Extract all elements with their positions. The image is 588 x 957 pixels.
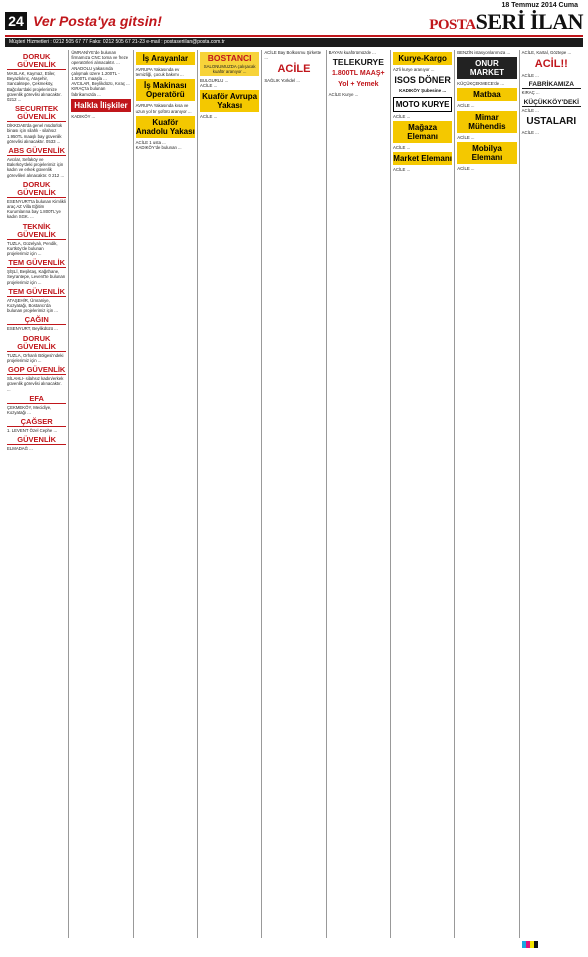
ad-title: SECURITEK GÜVENLİK xyxy=(7,104,66,122)
column-2 xyxy=(69,50,133,938)
slogan: Ver Posta'ya gitsin! xyxy=(33,13,162,29)
bostanci-box xyxy=(200,52,259,76)
ad-text: ACİLE ... xyxy=(457,134,475,140)
ad-title: FABRİKAMIZA xyxy=(522,80,581,89)
ad-text: BULGURLU ... xyxy=(199,77,229,83)
cmyk-registration-mark xyxy=(522,941,538,948)
issue-date: 18 Temmuz 2014 Cuma xyxy=(501,2,578,9)
ad-text: ACİLE ... xyxy=(392,167,411,173)
category-kurye-kargo: Kurye-Kargo xyxy=(393,52,452,65)
ad-text: ACİLE ... xyxy=(457,165,475,171)
logo-seri-ilan: SERİ İLAN xyxy=(475,9,583,34)
ad-text: AVRUPA Yakasında ev temizliği, çocuk bakımı ... xyxy=(135,67,184,78)
ad-text: ELMADAĞ ... xyxy=(7,446,33,452)
ad-text: BAYAN kuaförümüzde ... xyxy=(328,50,376,55)
bostanci-title: BOSTANCI xyxy=(207,53,252,63)
category-moto-kurye: MOTO KURYE xyxy=(393,97,452,112)
ad-text: ÇEKMEKÖY, Mecidiye, Kozyatağı ... xyxy=(7,404,52,415)
ad-text: BENZİN istasyonlarımıza ... xyxy=(457,50,511,55)
page-number: 24 xyxy=(5,12,27,30)
category-kuafor-anadolu: Kuaför Anadolu Yakası xyxy=(135,117,195,136)
ad-text: ACİLE ... xyxy=(457,103,475,109)
category-halkla-iliskiler: Halkla İlişkiler xyxy=(71,99,130,112)
category-mobilya-elemani: Mobilya Elemanı xyxy=(457,142,516,164)
ad-text: KIRAÇ'ta bulunan fabrikamızda ... xyxy=(71,86,106,97)
ad-text: ACİLE ... xyxy=(521,107,539,113)
ad-title: EFA xyxy=(7,394,66,404)
column-1 xyxy=(5,50,69,938)
contact-bar: Müşteri Hizmetleri : 0212 505 67 77 Faks: 0212 505 67 21-23 e-mail : postaseriilan@posta.com.tr xyxy=(5,38,583,47)
ad-text: ACİLE, Kartal, Göztepe ... xyxy=(521,50,572,55)
acil-big-ad: ACİL!! xyxy=(534,58,568,71)
category-is-makinasi: İş Makinası Operatörü xyxy=(136,79,195,101)
column-6 xyxy=(327,50,391,938)
ad-title: GOP GÜVENLİK xyxy=(7,365,66,375)
ad-text: ACİLE ... xyxy=(392,144,411,150)
ad-title: TEKNİK GÜVENLİK xyxy=(7,222,66,240)
category-market-elemani: Market Elemanı xyxy=(393,154,452,164)
bostanci-text: SALONUMUZDA çalışacak kuaför aranıyor ... xyxy=(203,63,256,74)
classified-columns xyxy=(5,50,583,938)
ad-text: ACİLE ... xyxy=(199,114,218,120)
onur-market-ad: ONUR MARKET xyxy=(457,57,516,79)
column-3 xyxy=(134,50,198,938)
column-5 xyxy=(262,50,326,938)
ad-title: GÜVENLİK xyxy=(7,435,66,445)
ad-text: SAĞLIK Yorkdel ... xyxy=(264,78,300,84)
ad-text: ANADOLU yakasında çalışmak üzere 1.200TL - 1.500TL maaşla ... xyxy=(71,65,120,82)
category-magaza-elemani: Mağaza Elemanı xyxy=(393,121,452,143)
ad-text: ATAŞEHİR, Ümraniye, Kozyatağı, Bostancı'da bulunan projelerimiz için ... xyxy=(7,297,58,314)
posta-seri-ilan-logo xyxy=(429,9,583,35)
ad-text: ACİLE ... xyxy=(521,73,539,79)
ad-text: ACİLE ... xyxy=(199,83,218,89)
ad-text: A2'li kurye aranıyor ... xyxy=(392,67,435,72)
ad-text: TUZLA, Güzelyalı, Pendik, Kurtköy'de bulunan projelerimiz için ... xyxy=(7,240,58,257)
ad-title: ÇAĞSER xyxy=(7,417,66,427)
category-mimar-muhendis: Mimar Mühendis xyxy=(457,111,516,133)
category-kuafor-avrupa: Kuaför Avrupa Yakası xyxy=(200,90,259,112)
cmyk-black xyxy=(534,941,538,948)
ad-title: ÇAĞIN xyxy=(7,315,66,325)
ad-text: KADIKÖY'de bulunan ... xyxy=(135,145,182,151)
ad-text: DİKKDAB'da genel müdürlük binası için silahlı - silahsız 1.950TL maaşlı bay güvenlik görevlisi alınacaktır. 0533 ... xyxy=(7,123,63,144)
column-9 xyxy=(520,50,583,938)
ad-text: AVCILAR, Beylikdüzü, Kıraç ... xyxy=(71,81,130,87)
ad-text: ACİLE Kurye ... xyxy=(328,92,359,98)
page-header xyxy=(5,9,583,34)
ad-text: AVRUPA Yakasında kısa ve uzun yol tır şoförü aranıyor ... xyxy=(135,103,192,114)
ad-text: ESENYURT'ta bulunan Kimlikli araç AZ Villa Eğitim Kurumlarına bay 1.800TL'ye kadın SGK. ... xyxy=(7,198,66,220)
telekurye-benefits: Yol + Yemek xyxy=(338,81,379,89)
ad-title: DORUK GÜVENLİK xyxy=(7,52,66,70)
header-rule xyxy=(5,35,583,37)
ad-text: ACİLE ... xyxy=(392,113,411,119)
category-matbaa: Matbaa xyxy=(457,88,516,101)
column-4 xyxy=(198,50,262,938)
ad-text: KÜÇÜKÇEKMECE'de ... xyxy=(457,81,504,87)
ad-text: KADIKÖY ... xyxy=(71,113,96,119)
ad-title: TEM GÜVENLİK xyxy=(8,258,65,268)
acile-big-ad: ACİLE xyxy=(277,63,311,76)
category-is-arayanlar: İş Arayanlar xyxy=(136,52,195,65)
ad-text: ESENYURT, Beylikdüzü ... xyxy=(7,326,58,332)
logo-posta: POSTA xyxy=(429,17,476,33)
ad-text: Avcılar, Sefaköy ve Bakırköy'deki projelerimiz için kadın ve erkek güvenlik görevlileri alınacaktır. 0 212 ... xyxy=(7,157,65,178)
ad-text: ACİLE 1 usta ... xyxy=(135,139,166,145)
ad-text: ACİLE Bay Bolkosmu Şirkette ... xyxy=(264,50,322,61)
telekurye-salary: 1.800TL MAAŞ+ xyxy=(332,70,385,78)
ad-title: DORUK GÜVENLİK xyxy=(7,334,66,352)
ad-text: SİLAHLI- silahsız kadın/erkek güvenlik görevlisi alınacaktır. ... xyxy=(7,376,64,392)
ad-title: DORUK GÜVENLİK xyxy=(7,180,66,198)
telekurye-ad-title: TELEKURYE xyxy=(332,57,384,68)
ustalar-ad-title: USTALARI xyxy=(526,115,577,127)
isos-doner-title: ISOS DÖNER xyxy=(394,75,451,86)
ad-title: KÜÇÜKKÖY'DEKİ xyxy=(523,98,579,106)
ad-text: KIRAÇ ... xyxy=(521,90,540,96)
isos-doner-subtitle: KADIKÖY Şubesine ... xyxy=(399,88,447,94)
column-7 xyxy=(391,50,455,938)
ad-title: ABS GÜVENLİK xyxy=(8,146,65,156)
ad-text: ÜMRANİYE'de bulunan firmamıza CNC torna ve freze operatörleri alınacaktır. ... xyxy=(71,50,129,66)
ad-text: ACİLE ... xyxy=(521,129,539,135)
ad-text: TUZLA, Orhanlı Bölgesi'ndeki projelerimiz için ... xyxy=(7,352,64,363)
column-8 xyxy=(455,50,519,938)
ad-title: TEM GÜVENLİK xyxy=(8,286,65,296)
ad-text: 1. LEVENT Özel Cephe ... xyxy=(7,428,58,434)
ad-text: MASLAK, Kaymaz, Etiler, Beyazkılınç, Ataşehir, Sancaktepe, Çekmeköy, Bağcılar'daki projelerimize güvenlik görevlisi alınacaktır. 0212 ... xyxy=(7,71,62,103)
ad-text: ŞİŞLİ, Beşiktaş, Kağıthane, Seyrantepe, Levent'te bulunan projelerimiz için ... xyxy=(7,269,66,285)
